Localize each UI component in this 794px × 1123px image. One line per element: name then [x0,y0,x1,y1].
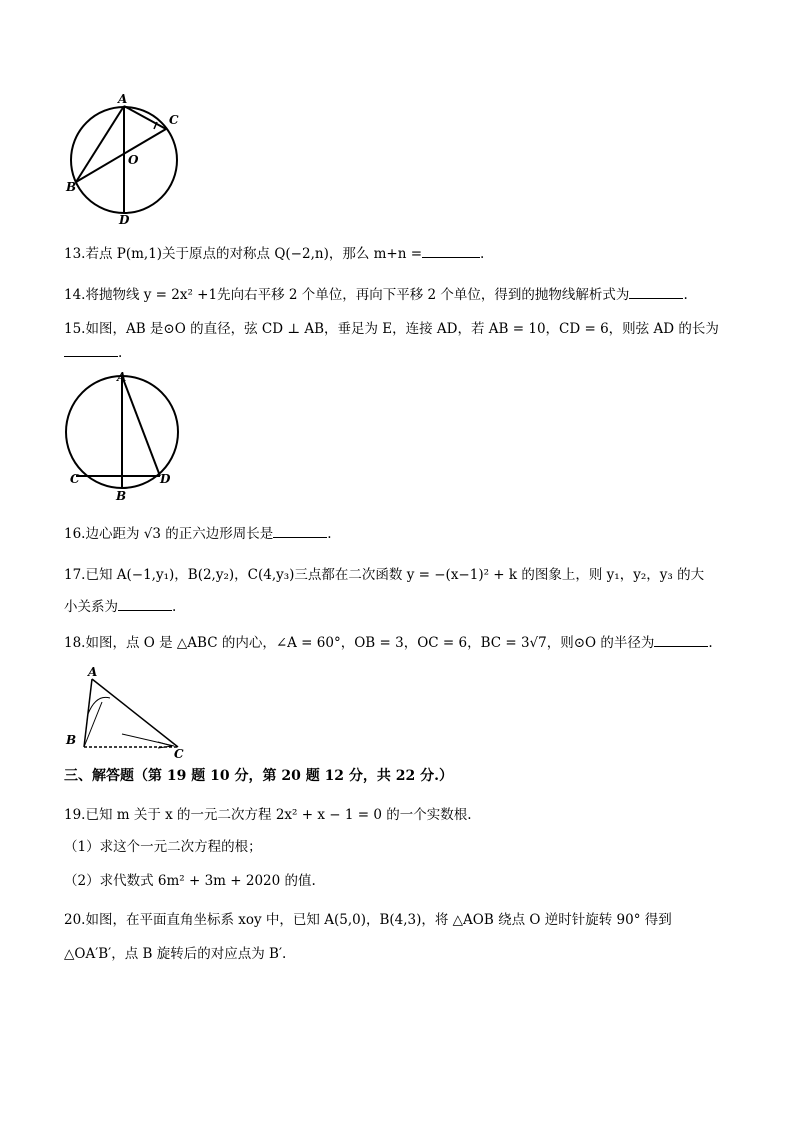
answer-blank[interactable] [654,634,708,647]
question-19: 19.已知 m 关于 x 的一元二次方程 2x² + x − 1 = 0 的一个实数根. [64,807,472,823]
question-20: 20.如图，在平面直角坐标系 xoy 中，已知 A(5,0)，B(4,3)，将 △AOB 绕点 O 逆时针旋转 90° 得到 [64,912,672,928]
question-15: 15.如图，AB 是⊙O 的直径，弦 CD ⊥ AB，垂足为 E，连接 AD，若 AB = 10，CD = 6，则弦 AD 的长为 [64,321,719,337]
answer-blank[interactable] [422,245,480,258]
question-18: 18.如图，点 O 是 △ABC 的内心，∠A = 60°，OB = 3，OC = 6，BC = 3√7，则⊙O 的半径为 . [64,635,713,651]
answer-blank[interactable] [629,286,683,299]
circle-figure-2 [60,370,190,505]
label-C: C [169,113,179,127]
label-B: B [66,180,77,194]
question-16: 16.边心距为 √3 的正六边形周长是 . [64,526,332,542]
answer-blank[interactable] [118,598,172,611]
question-15-blank-line: . [64,344,122,362]
question-20-line-2: △OA′B′，点 B 旋转后的对应点为 B′. [64,946,287,962]
section-3-heading: 三、解答题（第 19 题 10 分，第 20 题 12 分，共 22 分.） [64,768,454,784]
label-C: C [70,472,80,486]
label-A: A [118,92,128,106]
label-A: A [117,370,127,384]
circle-figure-1 [62,92,182,227]
answer-blank[interactable] [64,344,118,357]
question-17-line-2: 小关系为 . [64,599,177,615]
label-D: D [119,213,130,227]
question-14: 14.将抛物线 y = 2x² +1先向右平移 2 个单位，再向下平移 2 个单位，得到的抛物线解析式为 . [64,287,688,303]
answer-blank[interactable] [273,525,327,538]
label-D: D [160,472,171,486]
triangle-figure [62,664,192,759]
question-19-part-2: （2）求代数式 6m² + 3m + 2020 的值. [64,873,316,889]
label-B: B [66,733,77,747]
question-17: 17.已知 A(−1,y₁)，B(2,y₂)，C(4,y₃)三点都在二次函数 y = −(x−1)² + k 的图象上，则 y₁，y₂，y₃ 的大 [64,567,705,583]
question-13: 13.若点 P(m,1)关于原点的对称点 Q(−2,n)，那么 m+n = . [64,246,485,262]
label-A: A [88,665,98,679]
question-19-part-1: （1）求这个一元二次方程的根； [64,839,262,855]
label-C: C [174,747,184,761]
label-O: O [128,153,139,167]
label-B: B [116,489,127,503]
